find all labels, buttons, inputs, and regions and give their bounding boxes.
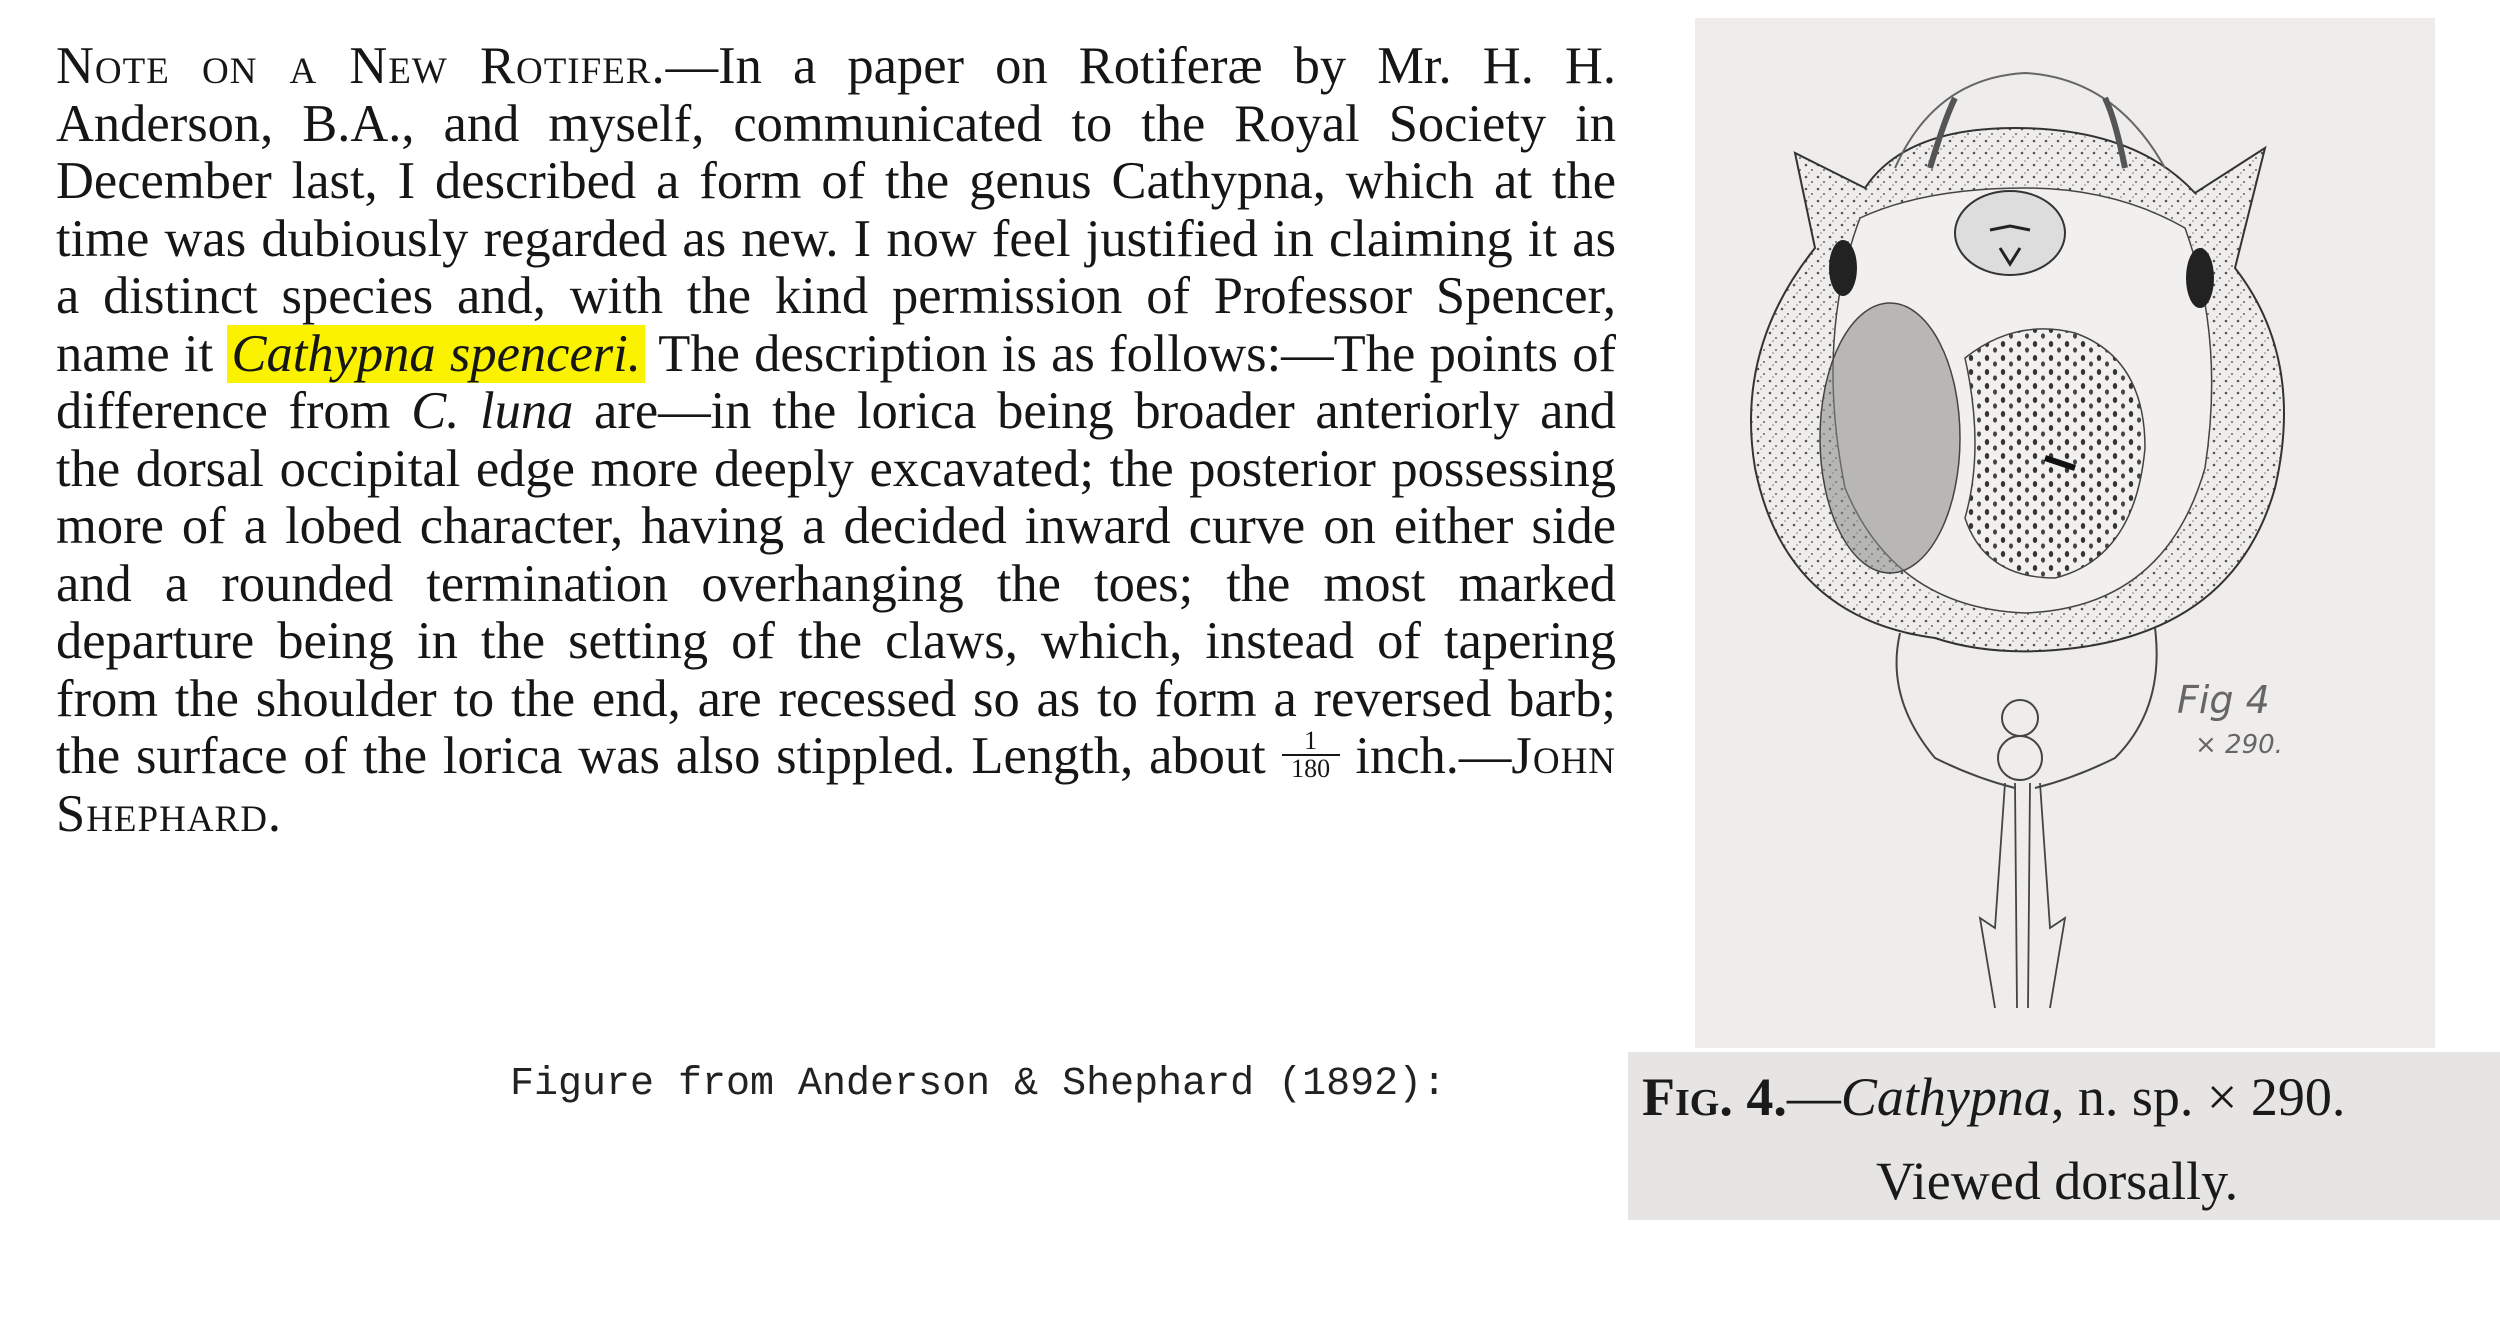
article-body-part3: are—in the lorica being broader anteriorly and the dorsal occipital edge more deeply excavated; the posterior possessing more of a lobed character, having a decided inward curve on either side and a rounded termination overhanging the toes; the most marked departure being in the setting of the claws, which, instead of tapering from the shoulder to the end, are recessed so as to form a reversed barb; the surface of the lorica was also stippled. Length, about xyxy=(56,382,1616,785)
caption-line-2: Viewed dorsally. xyxy=(1876,1151,2239,1211)
right-eyespot xyxy=(2186,248,2214,308)
foot-joint-upper xyxy=(2002,700,2038,736)
left-eyespot xyxy=(1829,240,1857,296)
caption-dash: — xyxy=(1786,1067,1841,1127)
article-author: John Shephard. xyxy=(56,727,1617,843)
toes-and-claws xyxy=(1980,783,2065,1008)
stomach xyxy=(1820,303,1960,573)
foot-left-edge xyxy=(1897,633,2015,788)
rotifer-figure xyxy=(1695,18,2435,1048)
figure-caption xyxy=(1628,1052,2500,1220)
caption-line-1 xyxy=(1642,1066,2345,1128)
foot-right-edge xyxy=(2035,628,2157,788)
caption-genus: Cathypna xyxy=(1840,1067,2051,1127)
rotifer-drawing xyxy=(1695,18,2435,1048)
article-body-part4: inch.— xyxy=(1339,727,1512,785)
figure-source-label: Figure from Anderson & Shephard (1892): xyxy=(510,1062,1447,1107)
foot-joint-lower xyxy=(1998,736,2042,780)
article-body-part1: —In a paper on Rotiferæ by Mr. H. H. Anderson, B.A., and myself, communicated to the Royal Society in December last, I described a form of the genus Cathypna, which at the time was dubiously regarded as new. I now feel justified in claiming it as a distinct species and, with the kind permission of Professor Spencer, name it xyxy=(56,37,1616,383)
figure-label: Fig 4 xyxy=(2177,678,2270,722)
length-fraction xyxy=(1282,728,1340,782)
highlighted-species-name: Cathypna spenceri. xyxy=(227,325,644,383)
fraction-numerator: 1 xyxy=(1282,728,1340,756)
fraction-denominator: 180 xyxy=(1291,754,1331,783)
article-text xyxy=(56,38,1616,843)
comparison-species: C. luna xyxy=(411,382,574,440)
article-body-part2: The description is as follows:—The points of difference from xyxy=(56,324,1616,440)
caption-fig-label: Fig. 4. xyxy=(1642,1067,1787,1127)
caption-rest: , n. sp. × 290. xyxy=(2050,1067,2346,1127)
article-title: Note on a New Rotifer. xyxy=(56,37,666,95)
figure-magnification: × 290. xyxy=(2195,730,2283,760)
